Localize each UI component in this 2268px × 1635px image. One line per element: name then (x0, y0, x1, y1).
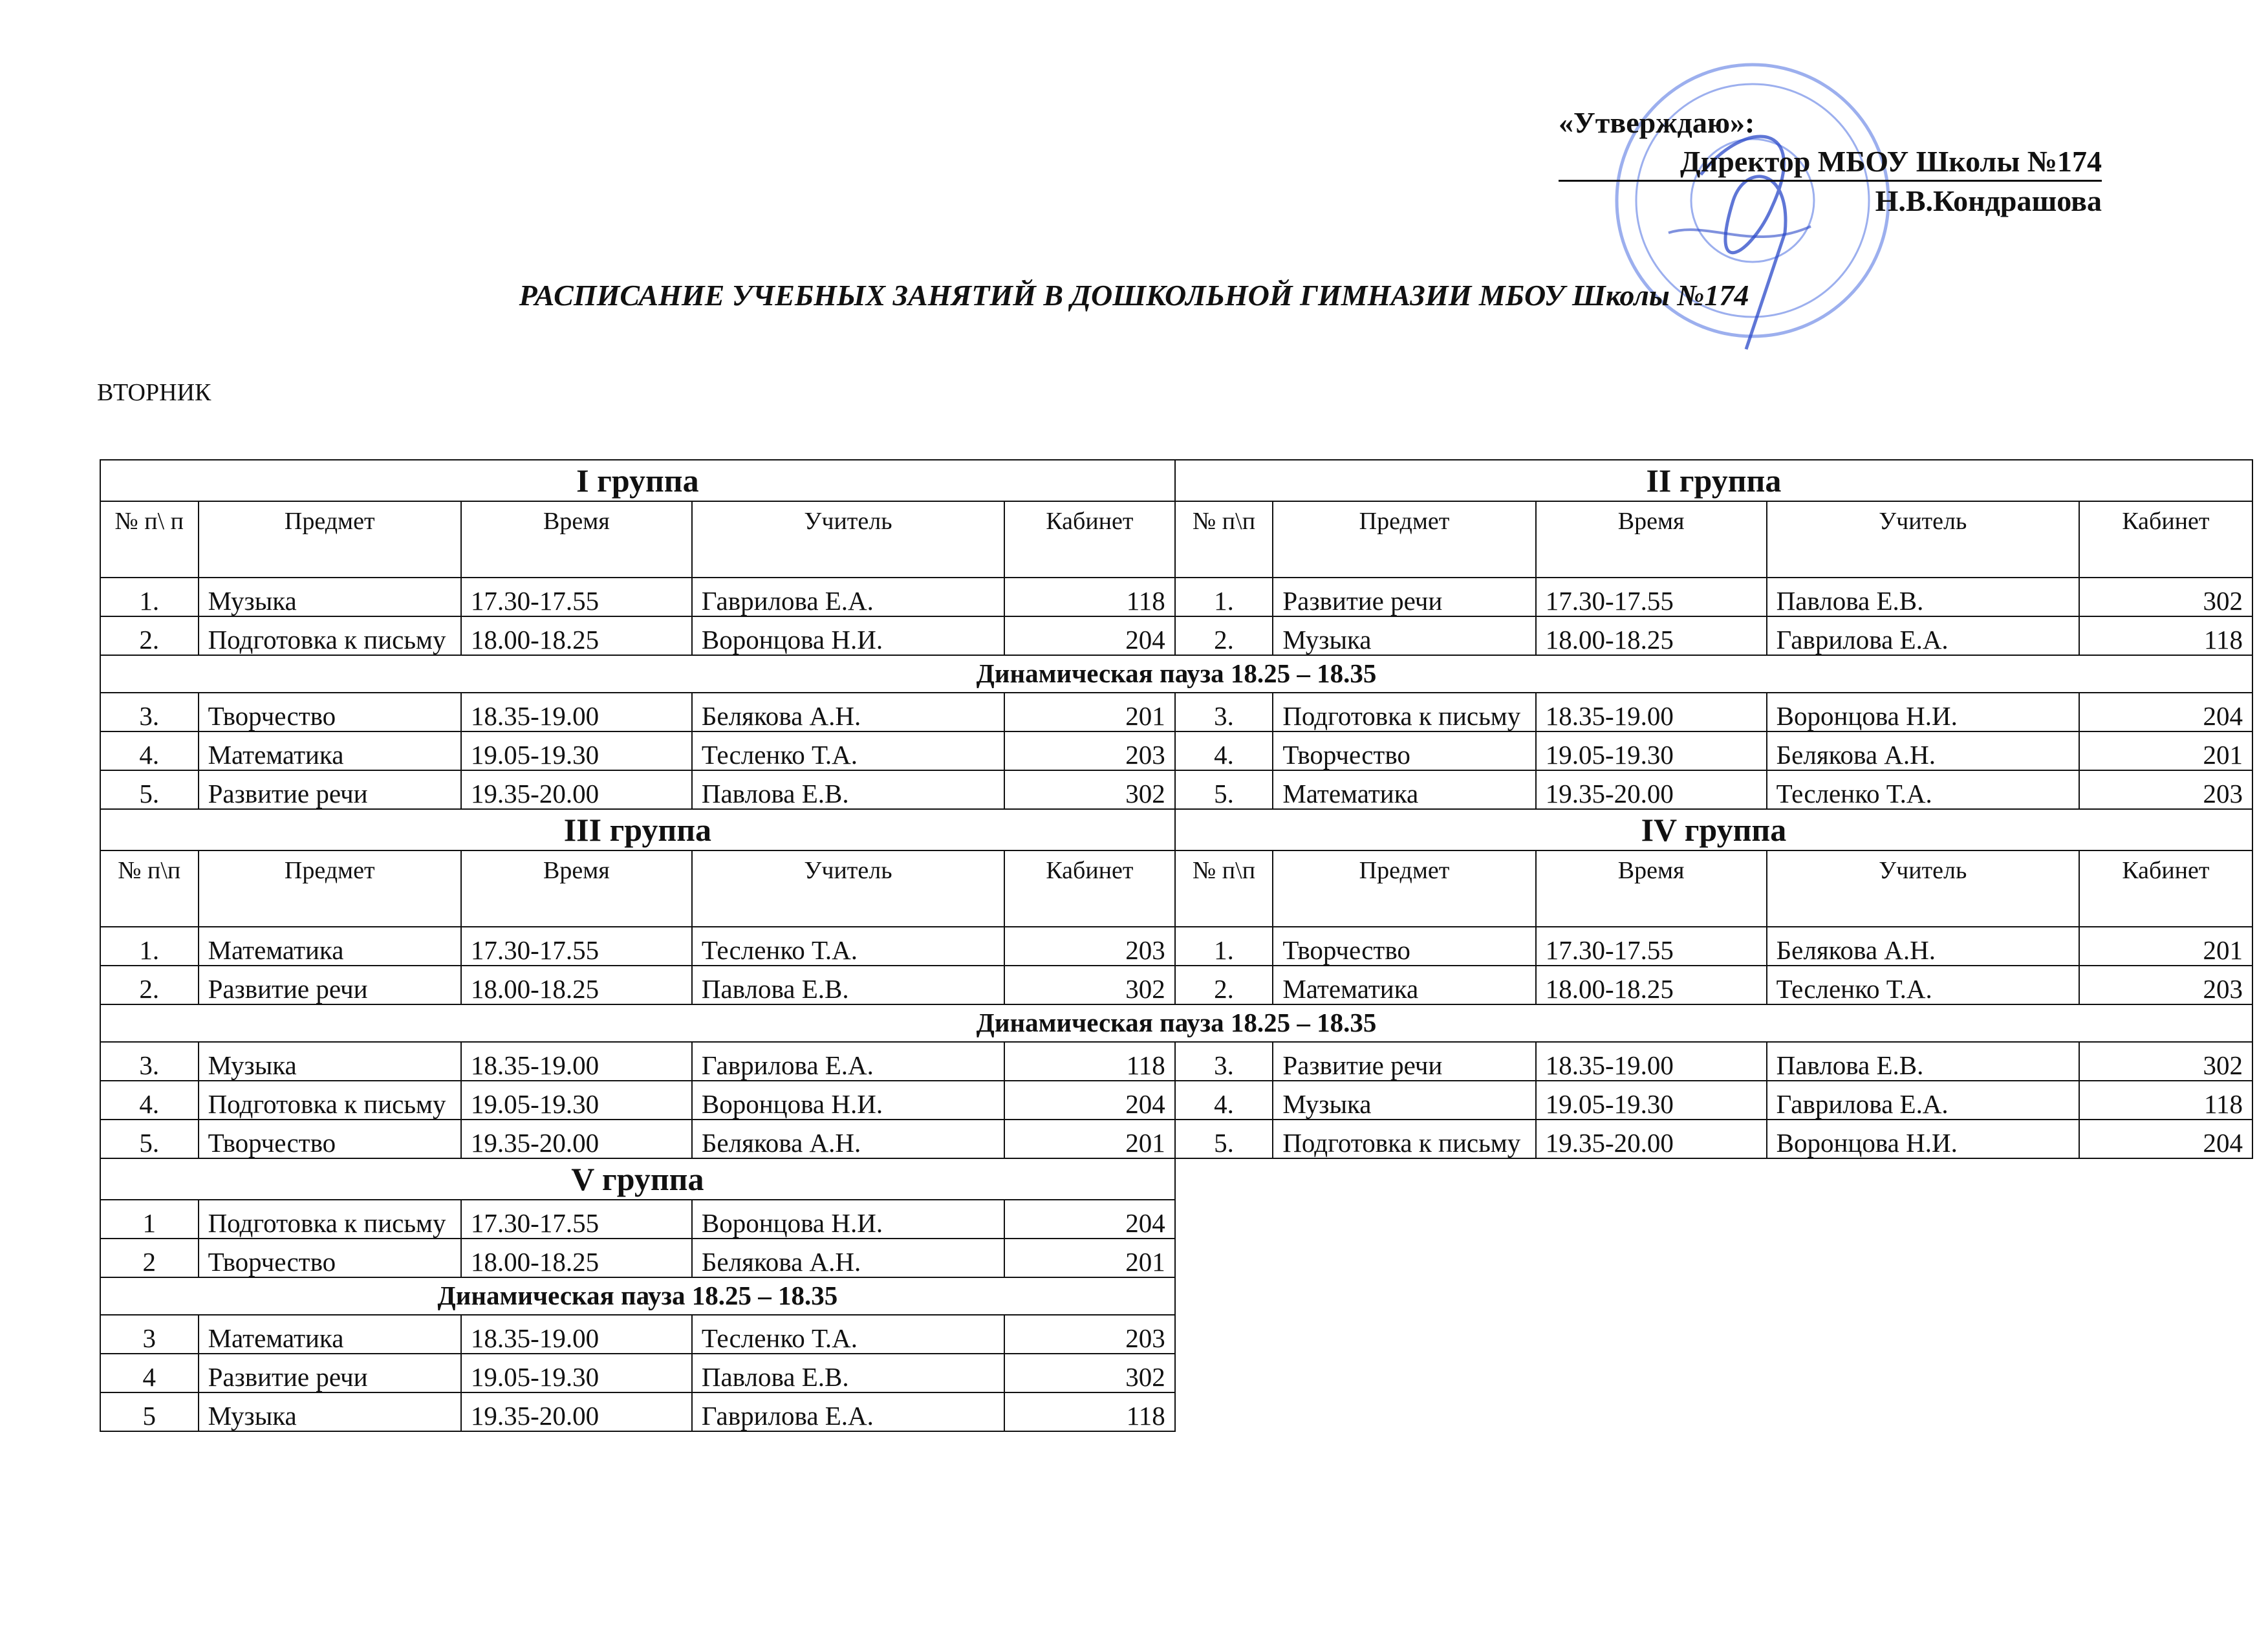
row-number: 2. (100, 966, 199, 1004)
row-number: 2. (1175, 966, 1273, 1004)
room-cell: 302 (1004, 966, 1175, 1004)
subject-cell: Подготовка к письму (1273, 1120, 1535, 1158)
row-number: 5. (1175, 1120, 1273, 1158)
empty-area (1175, 1315, 2252, 1354)
subject-cell: Математика (199, 1315, 461, 1354)
teacher-cell: Тесленко Т.А. (692, 1315, 1004, 1354)
subject-cell: Творчество (199, 1120, 461, 1158)
time-cell: 17.30-17.55 (1536, 578, 1767, 616)
header-time: Время (461, 850, 692, 927)
time-cell: 17.30-17.55 (461, 578, 692, 616)
row-number: 4. (100, 1081, 199, 1120)
row-number: 2. (100, 616, 199, 655)
teacher-cell: Воронцова Н.И. (692, 616, 1004, 655)
room-cell: 204 (2079, 1120, 2252, 1158)
subject-cell: Музыка (199, 578, 461, 616)
approval-line-1: «Утверждаю»: (1559, 106, 1755, 139)
teacher-cell: Воронцова Н.И. (692, 1200, 1004, 1239)
approval-block (1559, 103, 2102, 221)
subject-cell: Творчество (199, 693, 461, 731)
subject-cell: Подготовка к письму (199, 1200, 461, 1239)
pause-row: Динамическая пауза 18.25 – 18.35 (100, 1277, 1175, 1315)
header-time: Время (461, 501, 692, 578)
room-cell: 203 (2079, 770, 2252, 809)
teacher-cell: Белякова А.Н. (1767, 731, 2079, 770)
teacher-cell: Гаврилова Е.А. (692, 1392, 1004, 1431)
time-cell: 19.35-20.00 (461, 1120, 692, 1158)
time-cell: 19.35-20.00 (461, 770, 692, 809)
teacher-cell: Тесленко Т.А. (1767, 966, 2079, 1004)
header-teacher: Учитель (1767, 501, 2079, 578)
empty-area (1175, 1158, 2252, 1200)
room-cell: 201 (2079, 731, 2252, 770)
row-number: 3. (1175, 693, 1273, 731)
pause-row: Динамическая пауза 18.25 – 18.35 (100, 655, 2252, 693)
time-cell: 19.35-20.00 (1536, 1120, 1767, 1158)
subject-cell: Подготовка к письму (199, 616, 461, 655)
row-number: 4 (100, 1354, 199, 1392)
row-number: 1. (100, 927, 199, 966)
header-number: № п\п (1175, 501, 1273, 578)
row-number: 1. (1175, 578, 1273, 616)
row-number: 3. (100, 1042, 199, 1081)
teacher-cell: Павлова Е.В. (692, 1354, 1004, 1392)
header-time: Время (1536, 501, 1767, 578)
header-number: № п\п (100, 850, 199, 927)
subject-cell: Развитие речи (199, 1354, 461, 1392)
header-room: Кабинет (2079, 501, 2252, 578)
time-cell: 18.35-19.00 (1536, 1042, 1767, 1081)
empty-area (1175, 1392, 2252, 1431)
header-teacher: Учитель (692, 501, 1004, 578)
subject-cell: Математика (1273, 966, 1535, 1004)
row-number: 1 (100, 1200, 199, 1239)
teacher-cell: Гаврилова Е.А. (1767, 616, 2079, 655)
subject-cell: Музыка (199, 1042, 461, 1081)
row-number: 3. (1175, 1042, 1273, 1081)
header-number: № п\ п (100, 501, 199, 578)
room-cell: 204 (1004, 1200, 1175, 1239)
row-number: 5. (100, 1120, 199, 1158)
row-number: 3 (100, 1315, 199, 1354)
subject-cell: Творчество (1273, 927, 1535, 966)
room-cell: 302 (2079, 1042, 2252, 1081)
time-cell: 18.00-18.25 (1536, 966, 1767, 1004)
pause-row: Динамическая пауза 18.25 – 18.35 (100, 1004, 2252, 1042)
subject-cell: Творчество (199, 1239, 461, 1277)
teacher-cell: Павлова Е.В. (1767, 578, 2079, 616)
room-cell: 118 (1004, 578, 1175, 616)
subject-cell: Математика (199, 927, 461, 966)
row-number: 1. (1175, 927, 1273, 966)
group-title: IV группа (1175, 809, 2252, 850)
row-number: 1. (100, 578, 199, 616)
time-cell: 19.05-19.30 (1536, 1081, 1767, 1120)
page-title: РАСПИСАНИЕ УЧЕБНЫХ ЗАНЯТИЙ В ДОШКОЛЬНОЙ ГИМНАЗИИ МБОУ Школы №174 (519, 279, 1749, 312)
time-cell: 18.35-19.00 (461, 1315, 692, 1354)
room-cell: 201 (1004, 693, 1175, 731)
header-room: Кабинет (1004, 850, 1175, 927)
room-cell: 203 (1004, 1315, 1175, 1354)
group-title: I группа (100, 460, 1175, 501)
header-teacher: Учитель (1767, 850, 2079, 927)
group-title: V группа (100, 1158, 1175, 1200)
room-cell: 204 (1004, 616, 1175, 655)
time-cell: 18.35-19.00 (461, 1042, 692, 1081)
subject-cell: Развитие речи (199, 966, 461, 1004)
room-cell: 204 (2079, 693, 2252, 731)
subject-cell: Развитие речи (199, 770, 461, 809)
room-cell: 118 (1004, 1392, 1175, 1431)
teacher-cell: Тесленко Т.А. (1767, 770, 2079, 809)
time-cell: 19.05-19.30 (1536, 731, 1767, 770)
teacher-cell: Белякова А.Н. (692, 1239, 1004, 1277)
row-number: 4. (100, 731, 199, 770)
teacher-cell: Воронцова Н.И. (1767, 693, 2079, 731)
teacher-cell: Белякова А.Н. (1767, 927, 2079, 966)
time-cell: 19.35-20.00 (1536, 770, 1767, 809)
time-cell: 19.35-20.00 (461, 1392, 692, 1431)
time-cell: 18.35-19.00 (461, 693, 692, 731)
time-cell: 18.35-19.00 (1536, 693, 1767, 731)
approval-line-2: Директор МБОУ Школы №174 (1680, 145, 2102, 178)
header-time: Время (1536, 850, 1767, 927)
subject-cell: Музыка (1273, 616, 1535, 655)
teacher-cell: Воронцова Н.И. (1767, 1120, 2079, 1158)
time-cell: 17.30-17.55 (461, 1200, 692, 1239)
room-cell: 302 (2079, 578, 2252, 616)
header-subject: Предмет (1273, 501, 1535, 578)
header-subject: Предмет (199, 501, 461, 578)
subject-cell: Музыка (1273, 1081, 1535, 1120)
room-cell: 201 (1004, 1120, 1175, 1158)
day-label: ВТОРНИК (97, 379, 211, 406)
room-cell: 203 (2079, 966, 2252, 1004)
header-room: Кабинет (2079, 850, 2252, 927)
row-number: 2. (1175, 616, 1273, 655)
time-cell: 18.00-18.25 (1536, 616, 1767, 655)
subject-cell: Математика (199, 731, 461, 770)
empty-area (1175, 1200, 2252, 1239)
room-cell: 118 (2079, 1081, 2252, 1120)
teacher-cell: Тесленко Т.А. (692, 731, 1004, 770)
empty-area (1175, 1239, 2252, 1277)
teacher-cell: Тесленко Т.А. (692, 927, 1004, 966)
teacher-cell: Белякова А.Н. (692, 693, 1004, 731)
header-number: № п\п (1175, 850, 1273, 927)
subject-cell: Музыка (199, 1392, 461, 1431)
subject-cell: Развитие речи (1273, 1042, 1535, 1081)
room-cell: 203 (1004, 731, 1175, 770)
room-cell: 302 (1004, 1354, 1175, 1392)
row-number: 5 (100, 1392, 199, 1431)
room-cell: 118 (2079, 616, 2252, 655)
time-cell: 19.05-19.30 (461, 731, 692, 770)
subject-cell: Подготовка к письму (1273, 693, 1535, 731)
room-cell: 203 (1004, 927, 1175, 966)
time-cell: 19.05-19.30 (461, 1081, 692, 1120)
empty-area (1175, 1277, 2252, 1315)
row-number: 4. (1175, 1081, 1273, 1120)
teacher-cell: Гаврилова Е.А. (1767, 1081, 2079, 1120)
subject-cell: Подготовка к письму (199, 1081, 461, 1120)
time-cell: 18.00-18.25 (461, 1239, 692, 1277)
teacher-cell: Воронцова Н.И. (692, 1081, 1004, 1120)
teacher-cell: Гаврилова Е.А. (692, 578, 1004, 616)
row-number: 5. (1175, 770, 1273, 809)
header-teacher: Учитель (692, 850, 1004, 927)
room-cell: 201 (2079, 927, 2252, 966)
time-cell: 18.00-18.25 (461, 616, 692, 655)
teacher-cell: Павлова Е.В. (1767, 1042, 2079, 1081)
teacher-cell: Гаврилова Е.А. (692, 1042, 1004, 1081)
header-subject: Предмет (1273, 850, 1535, 927)
time-cell: 17.30-17.55 (461, 927, 692, 966)
teacher-cell: Белякова А.Н. (692, 1120, 1004, 1158)
teacher-cell: Павлова Е.В. (692, 966, 1004, 1004)
time-cell: 17.30-17.55 (1536, 927, 1767, 966)
row-number: 2 (100, 1239, 199, 1277)
subject-cell: Творчество (1273, 731, 1535, 770)
header-room: Кабинет (1004, 501, 1175, 578)
group-title: III группа (100, 809, 1175, 850)
group-title: II группа (1175, 460, 2252, 501)
schedule-table (100, 459, 2253, 1432)
room-cell: 201 (1004, 1239, 1175, 1277)
subject-cell: Развитие речи (1273, 578, 1535, 616)
teacher-cell: Павлова Е.В. (692, 770, 1004, 809)
time-cell: 19.05-19.30 (461, 1354, 692, 1392)
room-cell: 302 (1004, 770, 1175, 809)
approval-signature: Н.В.Кондрашова (1559, 180, 2102, 221)
header-subject: Предмет (199, 850, 461, 927)
room-cell: 204 (1004, 1081, 1175, 1120)
time-cell: 18.00-18.25 (461, 966, 692, 1004)
empty-area (1175, 1354, 2252, 1392)
row-number: 5. (100, 770, 199, 809)
row-number: 3. (100, 693, 199, 731)
row-number: 4. (1175, 731, 1273, 770)
subject-cell: Математика (1273, 770, 1535, 809)
room-cell: 118 (1004, 1042, 1175, 1081)
